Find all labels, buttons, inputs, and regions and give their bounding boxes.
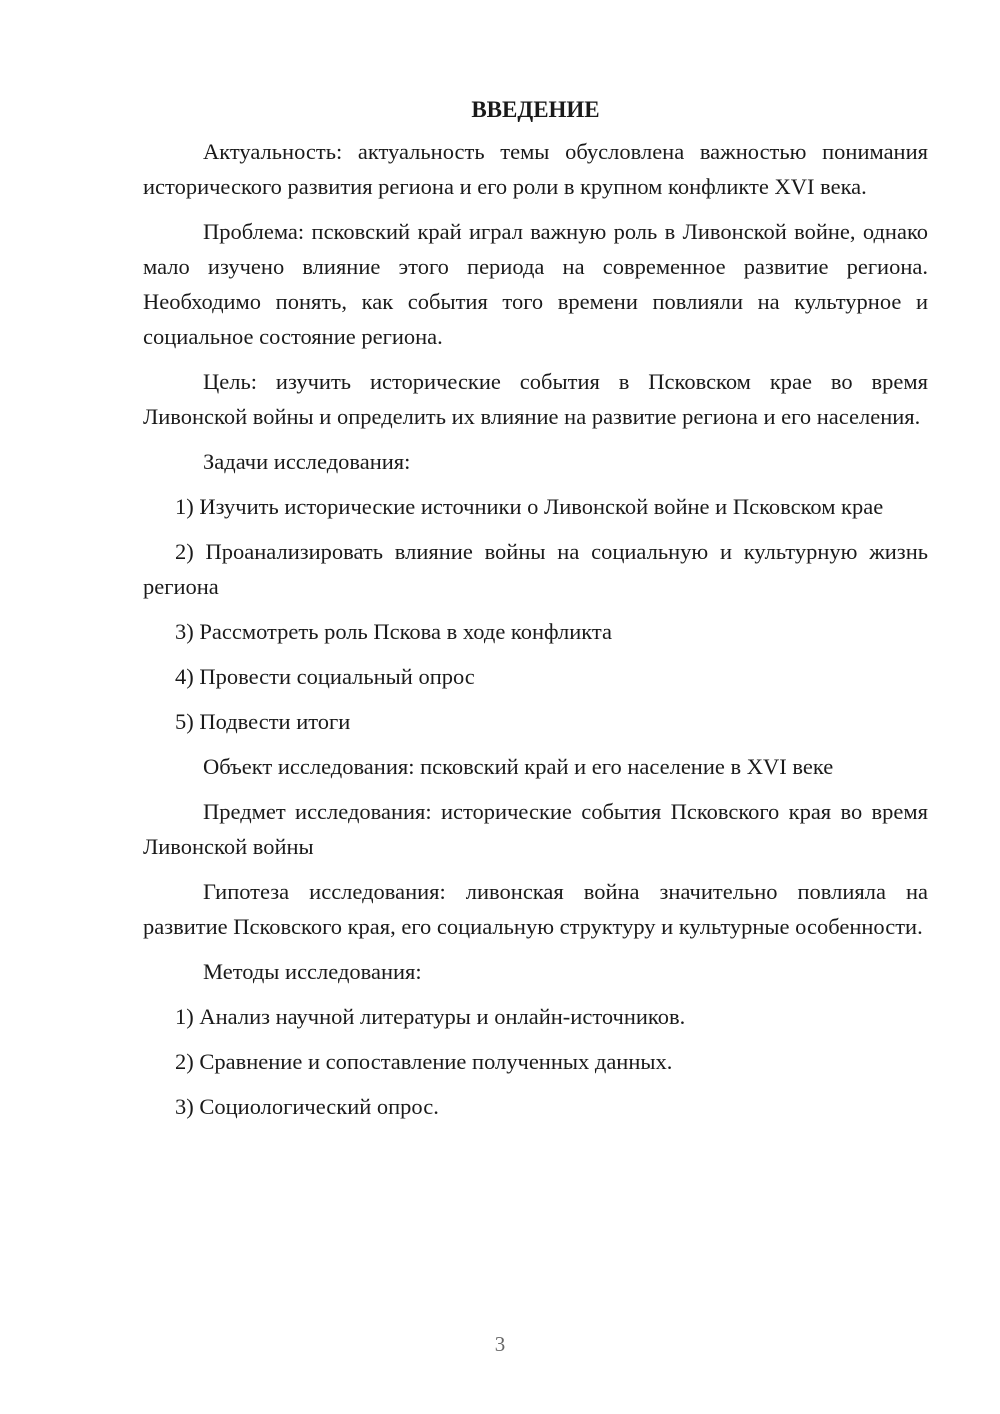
relevance-paragraph: Актуальность: актуальность темы обусловлена важностью понимания исторического развития региона и его роли в крупном конфликте XVI века. <box>143 139 928 199</box>
task-item-2: 2) Проанализировать влияние войны на социальную и культурную жизнь региона <box>143 539 928 599</box>
problem-paragraph: Проблема: псковский край играл важную роль в Ливонской войне, однако мало изучено влияние этого периода на современное развитие региона. Необходимо понять, как события того времени повлияли на культурное и социальное состояние региона. <box>143 219 928 349</box>
hypothesis-paragraph: Гипотеза исследования: ливонская война значительно повлияла на развитие Псковского края, его социальную структуру и культурные особенности. <box>143 879 928 939</box>
page-number: 3 <box>494 1332 506 1356</box>
object-paragraph: Объект исследования: псковский край и его население в XVI веке <box>203 754 834 779</box>
method-item-1: 1) Анализ научной литературы и онлайн-источников. <box>175 1004 686 1029</box>
task-item-1: 1) Изучить исторические источники о Ливонской войне и Псковском крае <box>175 494 884 519</box>
method-item-3: 3) Социологический опрос. <box>175 1094 439 1119</box>
method-item-2: 2) Сравнение и сопоставление полученных данных. <box>175 1049 673 1074</box>
document-page <box>143 92 928 1134</box>
section-title: ВВЕДЕНИЕ <box>471 97 600 122</box>
tasks-heading: Задачи исследования: <box>203 449 411 474</box>
methods-heading: Методы исследования: <box>203 959 422 984</box>
goal-paragraph: Цель: изучить исторические события в Псковском крае во время Ливонской войны и определить их влияние на развитие региона и его населения. <box>143 369 928 429</box>
task-item-5: 5) Подвести итоги <box>175 709 351 734</box>
task-item-3: 3) Рассмотреть роль Пскова в ходе конфликта <box>175 619 613 644</box>
task-item-4: 4) Провести социальный опрос <box>175 664 475 689</box>
subject-paragraph: Предмет исследования: исторические события Псковского края во время Ливонской войны <box>143 799 928 859</box>
